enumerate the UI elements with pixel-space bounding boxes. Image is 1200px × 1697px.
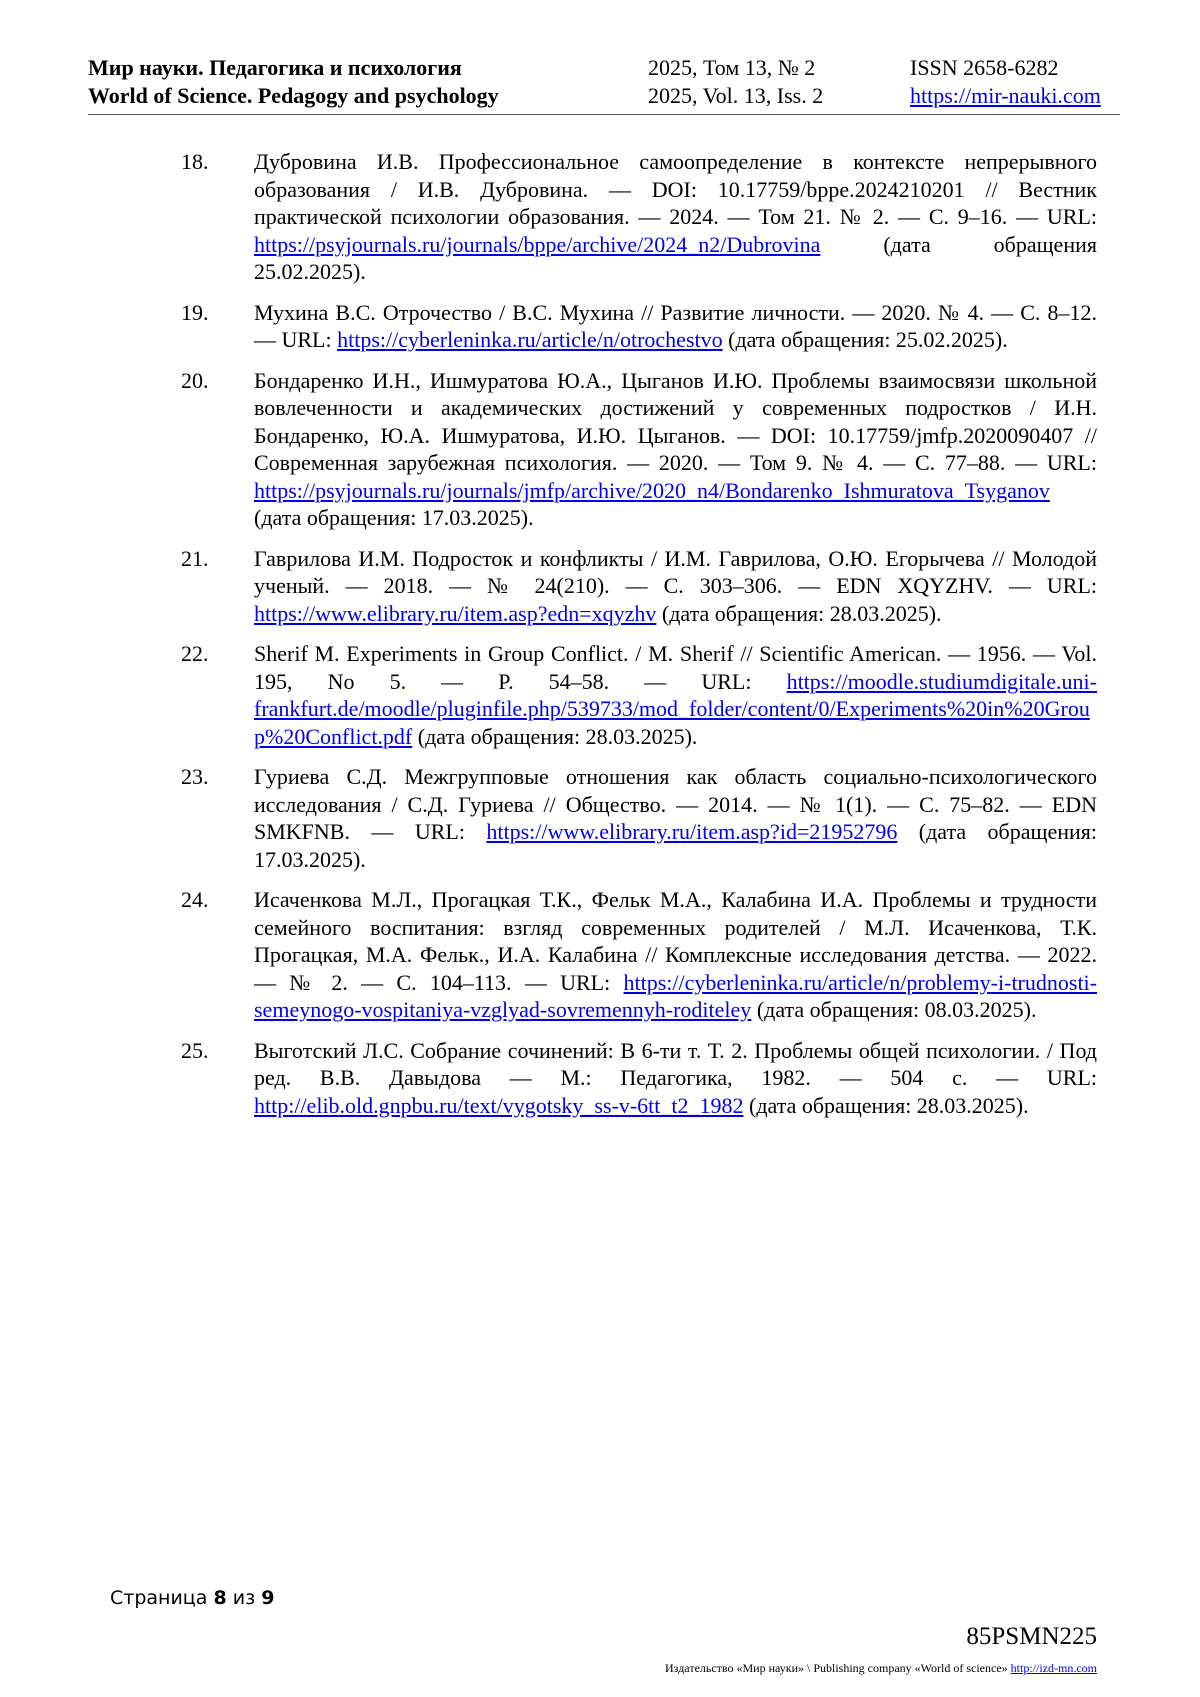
- reference-link[interactable]: https://cyberleninka.ru/article/n/problemy-i-trudnosti-semeynogo-vospitaniya-vzglyad-sovremennyh-roditeley: [254, 969, 1097, 1022]
- reference-item: [181, 299, 1097, 354]
- reference-access-date: (дата обращения: 08.03.2025).: [751, 997, 1037, 1022]
- journal-title-en: World of Science. Pedagogy and psychology: [88, 83, 499, 108]
- reference-number: 20.: [181, 367, 209, 393]
- reference-link[interactable]: https://cyberleninka.ru/article/n/otrochestvo: [337, 327, 723, 352]
- reference-number: 24.: [181, 887, 209, 912]
- reference-list: [181, 148, 1097, 1132]
- reference-access-date: (дата обращения: 28.03.2025).: [743, 1092, 1029, 1118]
- reference-number: 23.: [181, 764, 209, 789]
- reference-access-date: (дата обращения 25.02.2025).: [254, 231, 1097, 284]
- reference-item: [181, 148, 1097, 286]
- page-current: 8: [213, 1587, 227, 1609]
- reference-number: 18.: [181, 149, 209, 174]
- page-header: [88, 54, 1120, 115]
- reference-link[interactable]: https://moodle.studiumdigitale.uni-frankfurt.de/moodle/pluginfile.php/539733/mod_folder/content/0/Experiments%20in%20Group%20Conflict.pdf: [254, 668, 1097, 749]
- reference-access-date: (дата обращения: 28.03.2025).: [656, 600, 942, 626]
- reference-access-date: (дата обращения: 28.03.2025).: [412, 723, 698, 749]
- reference-item: [181, 545, 1097, 628]
- reference-number: 22.: [181, 641, 209, 666]
- reference-number: 19.: [181, 299, 209, 325]
- article-code: 85PSMN225: [966, 1623, 1097, 1650]
- reference-text: Выготский Л.С. Собрание сочинений: В 6-ти т. Т. 2. Проблемы общей психологии. / Под ред. В.В. Давыдова — М.: Педагогика, 1982. — 504 с. — URL:: [254, 1037, 1097, 1090]
- journal-title-ru: Мир науки. Педагогика и психология: [88, 55, 462, 80]
- issn: ISSN 2658-6282: [910, 55, 1059, 80]
- reference-number: 25.: [181, 1037, 209, 1063]
- reference-access-date: (дата обращения: 17.03.2025).: [254, 819, 1098, 872]
- reference-text: Дубровина И.В. Профессиональное самоопределение в контексте непрерывного образования / И.В. Дубровина. — DOI: 10.17759/bppe.2024210201 // Вестник практической психологии образования. — 2024. — Том 21. № 2. — С. 9–16. — URL:: [254, 149, 1097, 229]
- reference-text: Исаченкова М.Л., Прогацкая Т.К., Фельк М.А., Калабина И.А. Проблемы и трудности семейного воспитания: взгляд современных родителей / М.Л. Исаченкова, Т.К. Прогацкая, М.А. Фельк., И.А. Калабина // Комплексные исследования детства. — 2022. — № 2. — С. 104–113. — URL:: [254, 887, 1097, 995]
- publisher-link[interactable]: http://izd-mn.com: [1010, 1661, 1097, 1675]
- page-number: [110, 1587, 274, 1609]
- reference-text: Гаврилова И.М. Подросток и конфликты / И.М. Гаврилова, О.Ю. Егорычева // Молодой ученый. — 2018. — № 24(210). — С. 303–306. — EDN XQYZHV. — URL:: [254, 545, 1097, 598]
- reference-item: [181, 886, 1097, 1024]
- reference-link[interactable]: https://psyjournals.ru/journals/jmfp/archive/2020_n4/Bondarenko_Ishmuratova_Tsyganov: [254, 477, 1050, 503]
- reference-item: [181, 640, 1097, 750]
- reference-text: Sherif M. Experiments in Group Conflict. / M. Sherif // Scientific American. — 1956. — Vol. 195, No 5. — P. 54–58. — URL:: [254, 641, 1097, 694]
- reference-link[interactable]: http://elib.old.gnpbu.ru/text/vygotsky_ss-v-6tt_t2_1982: [254, 1092, 744, 1118]
- reference-link[interactable]: https://www.elibrary.ru/item.asp?edn=xqyzhv: [254, 600, 657, 626]
- reference-text: Гуриева С.Д. Межгрупповые отношения как область социально-психологического исследования / С.Д. Гуриева // Общество. — 2014. — № 1(1). — С. 75–82. — EDN SMKFNB. — URL:: [254, 764, 1097, 844]
- page-total: 9: [261, 1587, 275, 1609]
- reference-text: Мухина В.С. Отрочество / В.С. Мухина // Развитие личности. — 2020. № 4. — С. 8–12. — URL:: [254, 299, 1097, 352]
- reference-item: [181, 367, 1097, 532]
- issue-info-ru: 2025, Том 13, № 2: [648, 55, 816, 80]
- publisher-line: [665, 1661, 1097, 1676]
- reference-access-date: (дата обращения: 25.02.2025).: [722, 327, 1008, 352]
- page-of: из: [232, 1587, 256, 1609]
- reference-access-date: (дата обращения: 17.03.2025).: [254, 505, 534, 530]
- reference-link[interactable]: https://www.elibrary.ru/item.asp?id=21952796: [486, 819, 898, 844]
- page-word: Страница: [110, 1587, 208, 1609]
- publisher-text: Издательство «Мир науки» \ Publishing company «World of science»: [665, 1661, 1011, 1675]
- reference-number: 21.: [181, 545, 209, 571]
- reference-item: [181, 763, 1097, 873]
- journal-site-link[interactable]: https://mir-nauki.com: [910, 83, 1101, 108]
- reference-text: Бондаренко И.Н., Ишмуратова Ю.А., Цыганов И.Ю. Проблемы взаимосвязи школьной вовлеченности и академических достижений у современных подростков / И.Н. Бондаренко, Ю.А. Ишмуратова, И.Ю. Цыганов. — DOI: 10.17759/jmfp.2020090407 // Современная зарубежная психология. — 2020. — Том 9. № 4. — С. 77–88. — URL:: [254, 367, 1097, 475]
- reference-item: [181, 1037, 1097, 1120]
- reference-link[interactable]: https://psyjournals.ru/journals/bppe/archive/2024_n2/Dubrovina: [254, 231, 821, 257]
- issue-info-en: 2025, Vol. 13, Iss. 2: [648, 83, 824, 108]
